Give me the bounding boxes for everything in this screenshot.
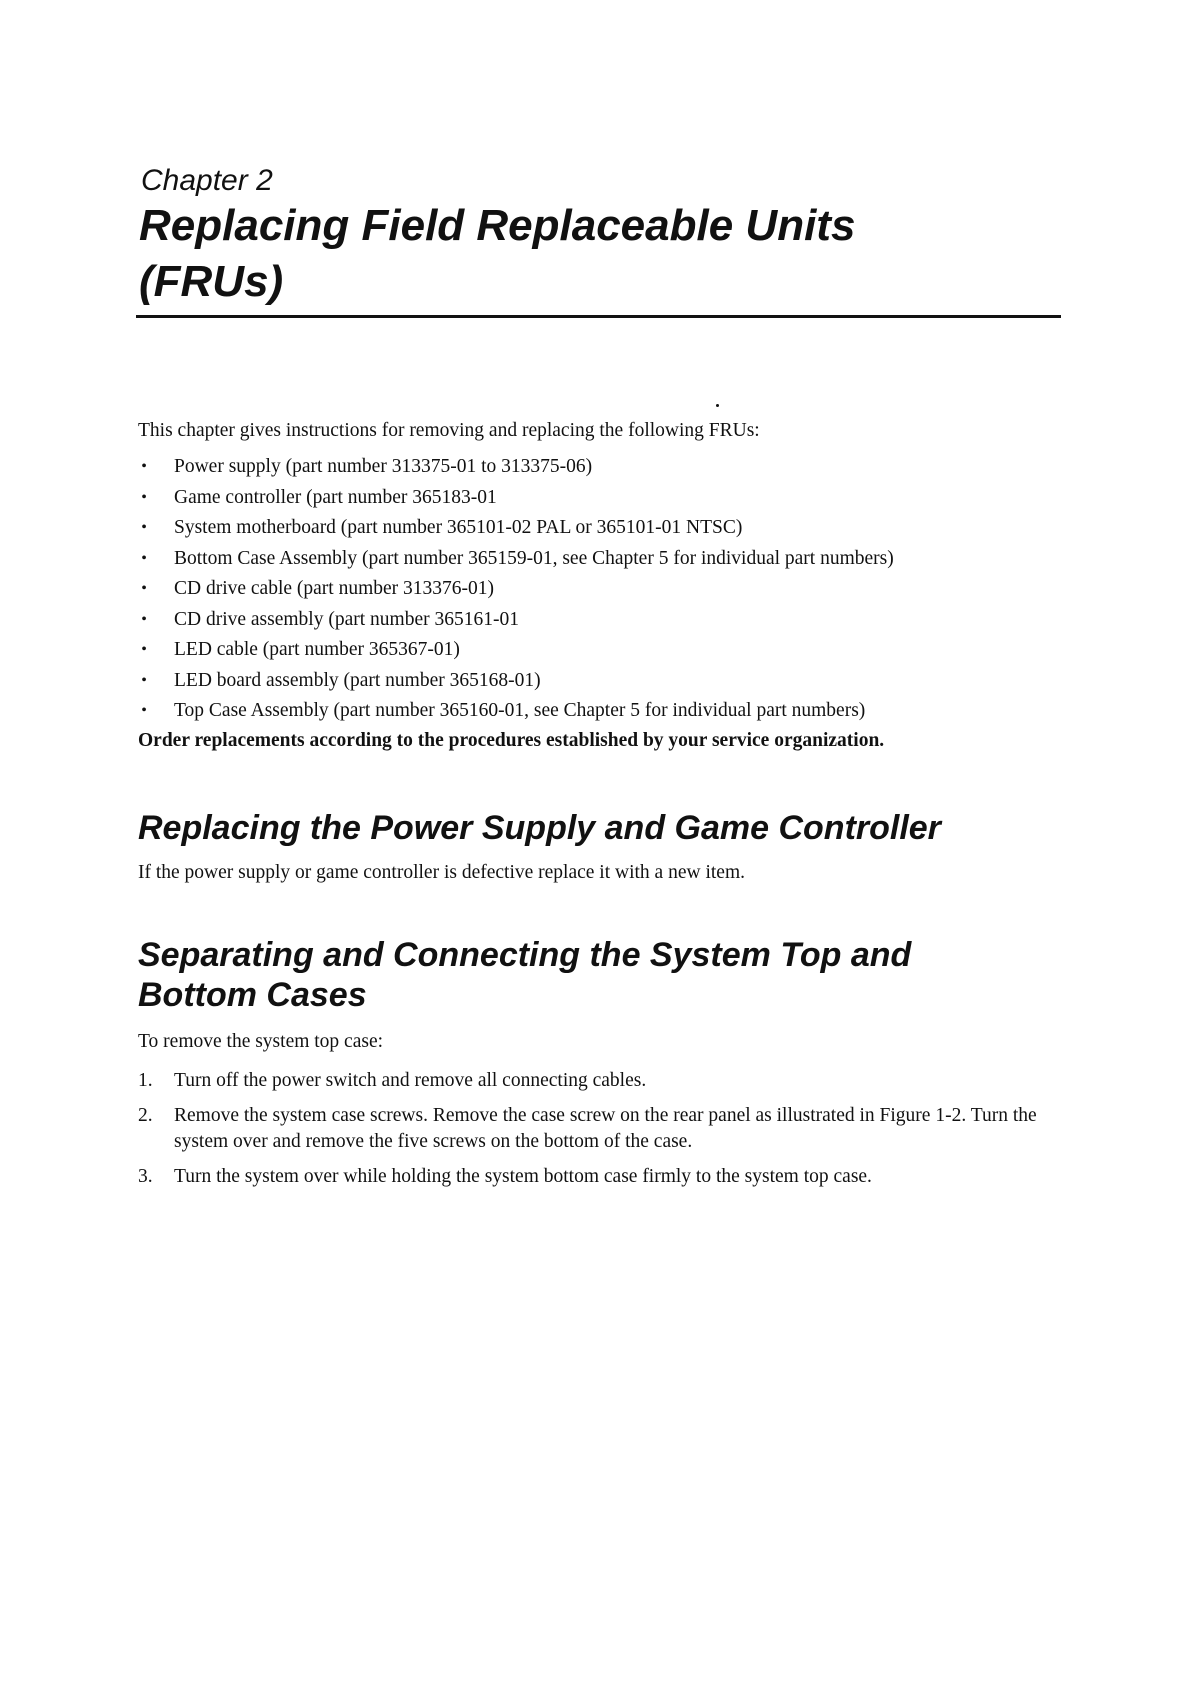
list-item — [138, 513, 1098, 544]
bullet-icon: • — [141, 641, 147, 658]
list-item — [138, 574, 1098, 605]
list-item-text: CD drive cable (part number 313376-01) — [174, 578, 495, 599]
bullet-icon: • — [141, 519, 147, 536]
step-item — [138, 1103, 1068, 1155]
chapter-title-line-1: Replacing Field Replaceable Units — [139, 201, 856, 250]
step-number: 3. — [138, 1166, 153, 1187]
list-item — [138, 605, 1098, 636]
list-item-text: Bottom Case Assembly (part number 365159-01, see Chapter 5 for individual part numbers) — [174, 547, 894, 569]
step-text: Remove the system case screws. Remove the case screw on the rear panel as illustrated in Figure 1-2. Turn the system over and remove the five screws on the bottom of the case. — [174, 1105, 1037, 1152]
section-intro-cases: To remove the system top case: — [138, 1031, 384, 1052]
step-text: Turn off the power switch and remove all connecting cables. — [174, 1070, 647, 1091]
section-heading-cases — [138, 935, 911, 1015]
list-item-text: System motherboard (part number 365101-02 PAL or 365101-01 NTSC) — [174, 517, 743, 538]
list-item-text: LED cable (part number 365367-01) — [174, 639, 460, 660]
list-item-text: LED board assembly (part number 365168-01) — [174, 669, 541, 691]
section-heading-power-supply: Replacing the Power Supply and Game Controller — [138, 809, 941, 847]
step-list — [138, 1068, 1068, 1199]
closing-paragraph: Order replacements according to the procedures established by your service organization. — [138, 730, 885, 751]
list-item — [138, 483, 1098, 514]
section-heading-line-2: Bottom Cases — [138, 976, 367, 1014]
list-item-text: Top Case Assembly (part number 365160-01, see Chapter 5 for individual part numbers) — [174, 700, 866, 721]
step-item — [138, 1068, 1068, 1094]
list-item — [138, 635, 1098, 666]
bullet-icon: • — [141, 610, 147, 628]
chapter-title — [139, 198, 855, 310]
intro-paragraph: This chapter gives instructions for removing and replacing the following FRUs: — [138, 420, 760, 441]
list-item-text: Game controller (part number 365183-01 — [174, 486, 497, 508]
section-heading-line-1: Separating and Connecting the System Top and — [138, 936, 912, 974]
chapter-title-rule — [136, 315, 1061, 318]
step-text: Turn the system over while holding the system bottom case firmly to the system top case. — [174, 1166, 872, 1187]
list-item — [138, 696, 1098, 727]
bullet-icon: • — [141, 580, 147, 597]
step-item — [138, 1164, 1068, 1190]
list-item — [138, 544, 1098, 575]
bullet-icon: • — [141, 458, 147, 475]
chapter-title-line-2: (FRUs) — [139, 257, 284, 306]
chapter-label: Chapter 2 — [141, 164, 273, 197]
section-body-power-supply: If the power supply or game controller is defective replace it with a new item. — [138, 862, 745, 883]
bullet-icon: • — [141, 702, 147, 719]
bullet-icon: • — [141, 549, 147, 567]
step-number: 2. — [138, 1105, 153, 1126]
list-item-text: Power supply (part number 313375-01 to 313375-06) — [174, 456, 593, 477]
list-item — [138, 452, 1098, 483]
fru-list — [138, 452, 1098, 727]
list-item-text: CD drive assembly (part number 365161-01 — [174, 608, 519, 630]
bullet-icon: • — [141, 671, 147, 689]
stray-ink-mark — [716, 404, 719, 407]
list-item — [138, 666, 1098, 697]
step-number: 1. — [138, 1070, 153, 1091]
bullet-icon: • — [141, 488, 147, 506]
